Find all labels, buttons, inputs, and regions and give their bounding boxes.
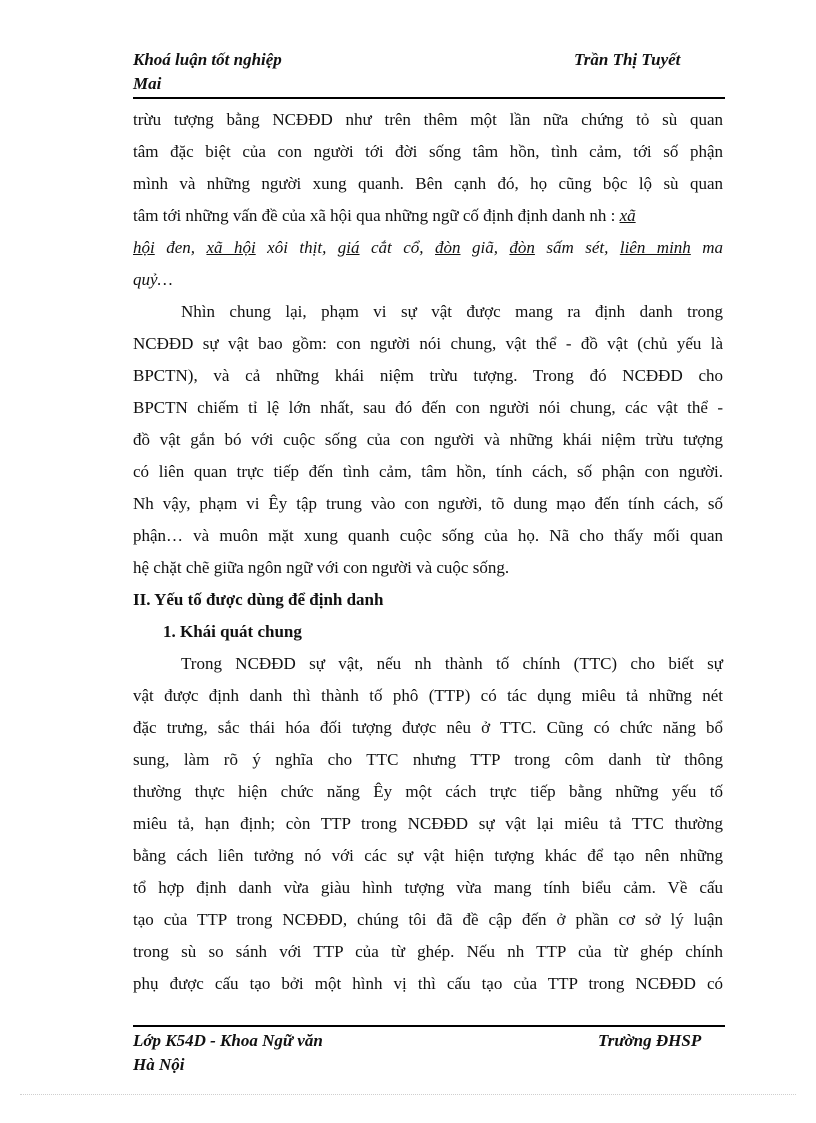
text-line: trong sù so sánh với TTP của từ ghép. Nếu nh TTP của từ ghép chính — [133, 942, 723, 961]
text-line: Trong NCĐĐD sự vật, nếu nh thành tố chính (TTC) cho biết sự — [181, 654, 723, 673]
example-term: cắt cổ, — [371, 238, 424, 257]
header-author: Trần Thị Tuyết — [574, 50, 681, 69]
example-term: xã — [619, 206, 636, 225]
text-line: đặc trưng, sắc thái hóa đối tượng được nêu ở TTC. Cũng có chức năng bổ — [133, 718, 723, 737]
text-line: quỷ… — [133, 270, 173, 289]
example-term: đòn — [509, 238, 535, 257]
text-line: vật được định danh thì thành tố phô (TTP) có tác dụng miêu tả những nét — [133, 686, 723, 705]
page-bottom-divider — [20, 1094, 796, 1095]
text-line: tâm đặc biệt của con người tới đời sống tâm hồn, tình cảm, tới số phận — [133, 142, 723, 161]
section-heading: II. Yếu tố được dùng để định danh — [133, 590, 384, 609]
example-term: giá — [337, 238, 360, 257]
example-term: ma — [702, 238, 724, 257]
text-line: NCĐĐD sự vật bao gồm: con người nói chung, vật thể - đồ vật (chủ yếu là — [133, 334, 723, 353]
footer-class: Lớp K54D - Khoa Ngữ văn — [133, 1031, 323, 1050]
text-line: phận… và muôn mặt xung quanh cuộc sống của họ. Nã cho thấy mối quan — [133, 526, 723, 545]
page-footer — [133, 1031, 725, 1079]
header-author-continued: Mai — [133, 74, 162, 93]
example-term: hội — [133, 238, 155, 257]
footer-university-continued: Hà Nội — [133, 1055, 185, 1074]
text-line: BPCTN), và cả những khái niệm trừu tượng. Trong đó NCĐĐD cho — [133, 366, 723, 385]
example-term: sấm sét, — [546, 238, 609, 257]
footer-rule — [133, 1025, 725, 1027]
header-thesis-title: Khoá luận tốt nghiệp — [133, 50, 282, 69]
page-header — [133, 50, 725, 98]
example-term: đòn — [435, 238, 461, 257]
example-term: xôi thịt, — [267, 238, 327, 257]
example-term: giã, — [471, 238, 498, 257]
text-line: BPCTN chiếm tỉ lệ lớn nhất, sau đó đến con người nói chung, các vật thể - — [133, 398, 723, 417]
text-line: miêu tả, hạn định; còn TTP trong NCĐĐD sự vật lại miêu tả TTC thường — [133, 814, 723, 833]
text-segment: tâm tới những vấn đề của xã hội qua những ngữ cố định định danh nh : — [133, 206, 616, 225]
text-line: hệ chặt chẽ giữa ngôn ngữ với con người và cuộc sống. — [133, 558, 510, 577]
text-line: có liên quan trực tiếp đến tình cảm, tâm hồn, tính cách, số phận con người. — [133, 462, 723, 481]
text-line: thường thực hiện chức năng Êy một cách trực tiếp bằng những yếu tố — [133, 782, 723, 801]
text-line — [133, 200, 723, 232]
text-line: bằng cách liên tưởng nó với các sự vật hiện tượng khác để tạo nên những — [133, 846, 723, 865]
example-term: liên minh — [619, 238, 691, 257]
text-line: mình và những người xung quanh. Bên cạnh đó, họ cũng bộc lộ sù quan — [133, 174, 723, 193]
text-line: phụ được cấu tạo bởi một hình vị thì cấu tạo của TTP trong NCĐĐD có — [133, 974, 723, 993]
example-term: đen, — [166, 238, 195, 257]
text-line: Nh vậy, phạm vi Êy tập trung vào con người, tõ dung mạo đến tính cách, số — [133, 494, 723, 513]
text-line: đồ vật gắn bó với cuộc sống của con người và những khái niệm trừu tượng — [133, 430, 723, 449]
text-line: Nhìn chung lại, phạm vi sự vật được mang ra định danh trong — [181, 302, 723, 321]
text-line: trừu tượng bằng NCĐĐD như trên thêm một lần nữa chứng tỏ sù quan — [133, 110, 723, 129]
header-rule — [133, 97, 725, 99]
text-line: tổ hợp định danh vừa giàu hình tượng vừa mang tính biểu cảm. Về cấu — [133, 878, 723, 897]
text-line: sung, làm rõ ý nghĩa cho TTC nhưng TTP trong côm danh từ thông — [133, 750, 723, 769]
text-line — [133, 232, 723, 264]
text-line: tạo của TTP trong NCĐĐD, chúng tôi đã đề cập đến ở phần cơ sở lý luận — [133, 910, 723, 929]
footer-university: Trường ĐHSP — [598, 1031, 702, 1050]
example-term: xã hội — [206, 238, 256, 257]
subsection-heading: 1. Khái quát chung — [163, 622, 302, 641]
